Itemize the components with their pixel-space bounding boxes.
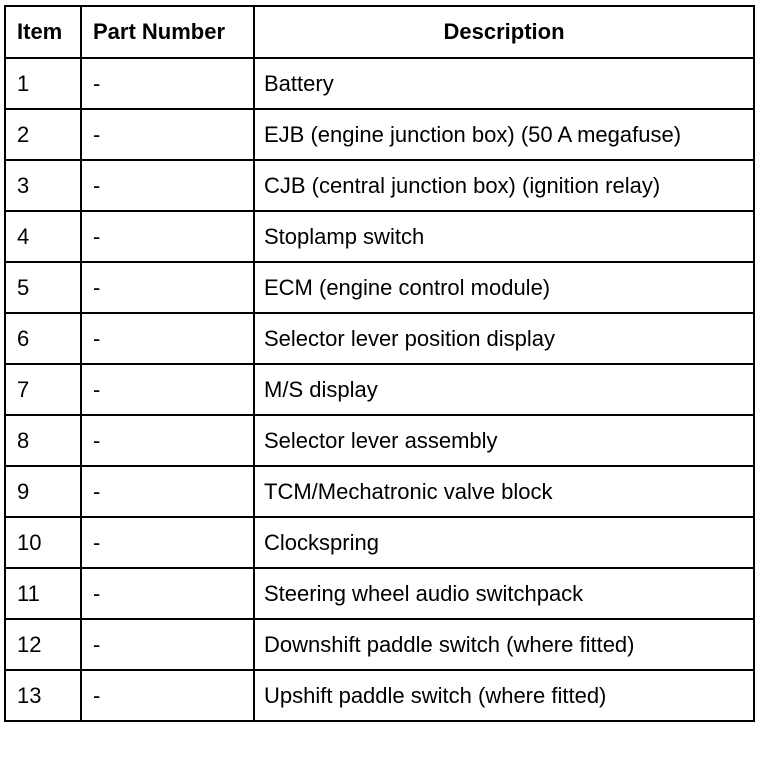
- cell-part-number: -: [81, 109, 254, 160]
- cell-part-number: -: [81, 262, 254, 313]
- cell-part-number: -: [81, 160, 254, 211]
- table-row: [5, 568, 754, 619]
- cell-description: Selector lever position display: [254, 313, 754, 364]
- cell-item: 13: [5, 670, 81, 721]
- cell-item: 12: [5, 619, 81, 670]
- cell-description: M/S display: [254, 364, 754, 415]
- cell-item: 11: [5, 568, 81, 619]
- cell-item: 5: [5, 262, 81, 313]
- table-row: [5, 313, 754, 364]
- cell-part-number: -: [81, 313, 254, 364]
- header-item: Item: [5, 6, 81, 58]
- cell-part-number: -: [81, 415, 254, 466]
- table-body: [5, 58, 754, 721]
- table-row: [5, 58, 754, 109]
- cell-item: 8: [5, 415, 81, 466]
- cell-part-number: -: [81, 466, 254, 517]
- header-description: Description: [254, 6, 754, 58]
- cell-description: CJB (central junction box) (ignition relay): [254, 160, 754, 211]
- table-row: [5, 160, 754, 211]
- table-row: [5, 262, 754, 313]
- header-row: [5, 6, 754, 58]
- table-row: [5, 364, 754, 415]
- table-row: [5, 619, 754, 670]
- cell-item: 4: [5, 211, 81, 262]
- cell-description: Clockspring: [254, 517, 754, 568]
- table-row: [5, 415, 754, 466]
- cell-item: 1: [5, 58, 81, 109]
- cell-description: Selector lever assembly: [254, 415, 754, 466]
- cell-item: 9: [5, 466, 81, 517]
- table-row: [5, 211, 754, 262]
- cell-part-number: -: [81, 619, 254, 670]
- cell-description: Battery: [254, 58, 754, 109]
- parts-table: [4, 5, 755, 722]
- cell-part-number: -: [81, 211, 254, 262]
- cell-description: EJB (engine junction box) (50 A megafuse): [254, 109, 754, 160]
- table-row: [5, 670, 754, 721]
- table-row: [5, 466, 754, 517]
- cell-part-number: -: [81, 58, 254, 109]
- cell-description: Steering wheel audio switchpack: [254, 568, 754, 619]
- cell-part-number: -: [81, 670, 254, 721]
- table-row: [5, 109, 754, 160]
- table-row: [5, 517, 754, 568]
- cell-part-number: -: [81, 568, 254, 619]
- cell-description: Stoplamp switch: [254, 211, 754, 262]
- cell-description: ECM (engine control module): [254, 262, 754, 313]
- table-header: [5, 6, 754, 58]
- cell-item: 7: [5, 364, 81, 415]
- cell-description: Downshift paddle switch (where fitted): [254, 619, 754, 670]
- cell-item: 2: [5, 109, 81, 160]
- cell-description: TCM/Mechatronic valve block: [254, 466, 754, 517]
- cell-description: Upshift paddle switch (where fitted): [254, 670, 754, 721]
- cell-item: 3: [5, 160, 81, 211]
- header-part-number: Part Number: [81, 6, 254, 58]
- cell-item: 10: [5, 517, 81, 568]
- cell-item: 6: [5, 313, 81, 364]
- cell-part-number: -: [81, 364, 254, 415]
- cell-part-number: -: [81, 517, 254, 568]
